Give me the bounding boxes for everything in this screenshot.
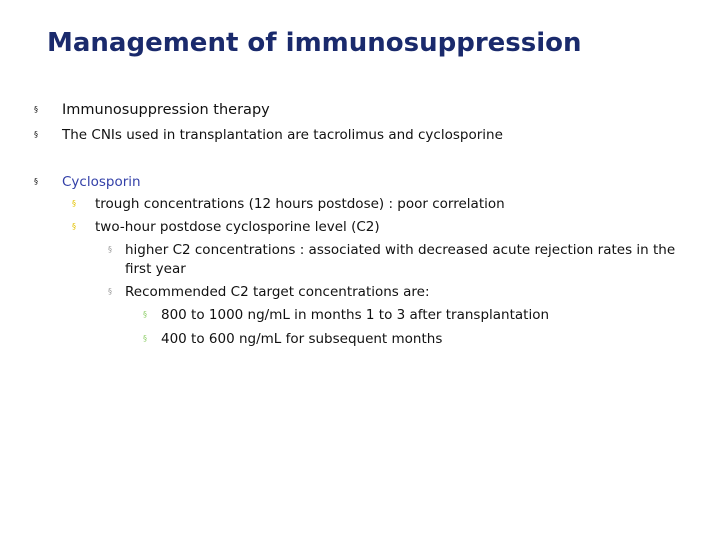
sub-sub-bullet-higher-c2: higher C2 concentrations : associated with decreased acute rejection rates in the first year [125,242,676,277]
level4-bullet-400-600: 400 to 600 ng/mL for subsequent months [161,331,443,347]
sub-sub-bullet-marker: § [108,287,112,296]
sub-bullet-trough: trough concentrations (12 hours postdose) : poor correlation [95,196,505,212]
sub-bullet-c2-level: two-hour postdose cyclosporine level (C2) [95,219,380,235]
level4-bullet-marker: § [143,310,147,319]
bullet-cyclosporin: Cyclosporin [62,174,141,190]
sub-sub-bullet-recommended: Recommended C2 target concentrations are: [125,284,430,300]
slide-title: Management of immunosuppression [47,28,582,58]
bullet-marker: § [34,105,38,114]
level4-bullet-marker: § [143,334,147,343]
sub-bullet-marker: § [72,199,76,208]
sub-sub-bullet-marker: § [108,245,112,254]
bullet-marker: § [34,130,38,139]
bullet-cnis: The CNIs used in transplantation are tacrolimus and cyclosporine [62,127,503,143]
bullet-immunosuppression-therapy: Immunosuppression therapy [62,102,270,118]
level4-bullet-800-1000: 800 to 1000 ng/mL in months 1 to 3 after transplantation [161,307,550,323]
sub-bullet-marker: § [72,222,76,231]
bullet-marker: § [34,177,38,186]
